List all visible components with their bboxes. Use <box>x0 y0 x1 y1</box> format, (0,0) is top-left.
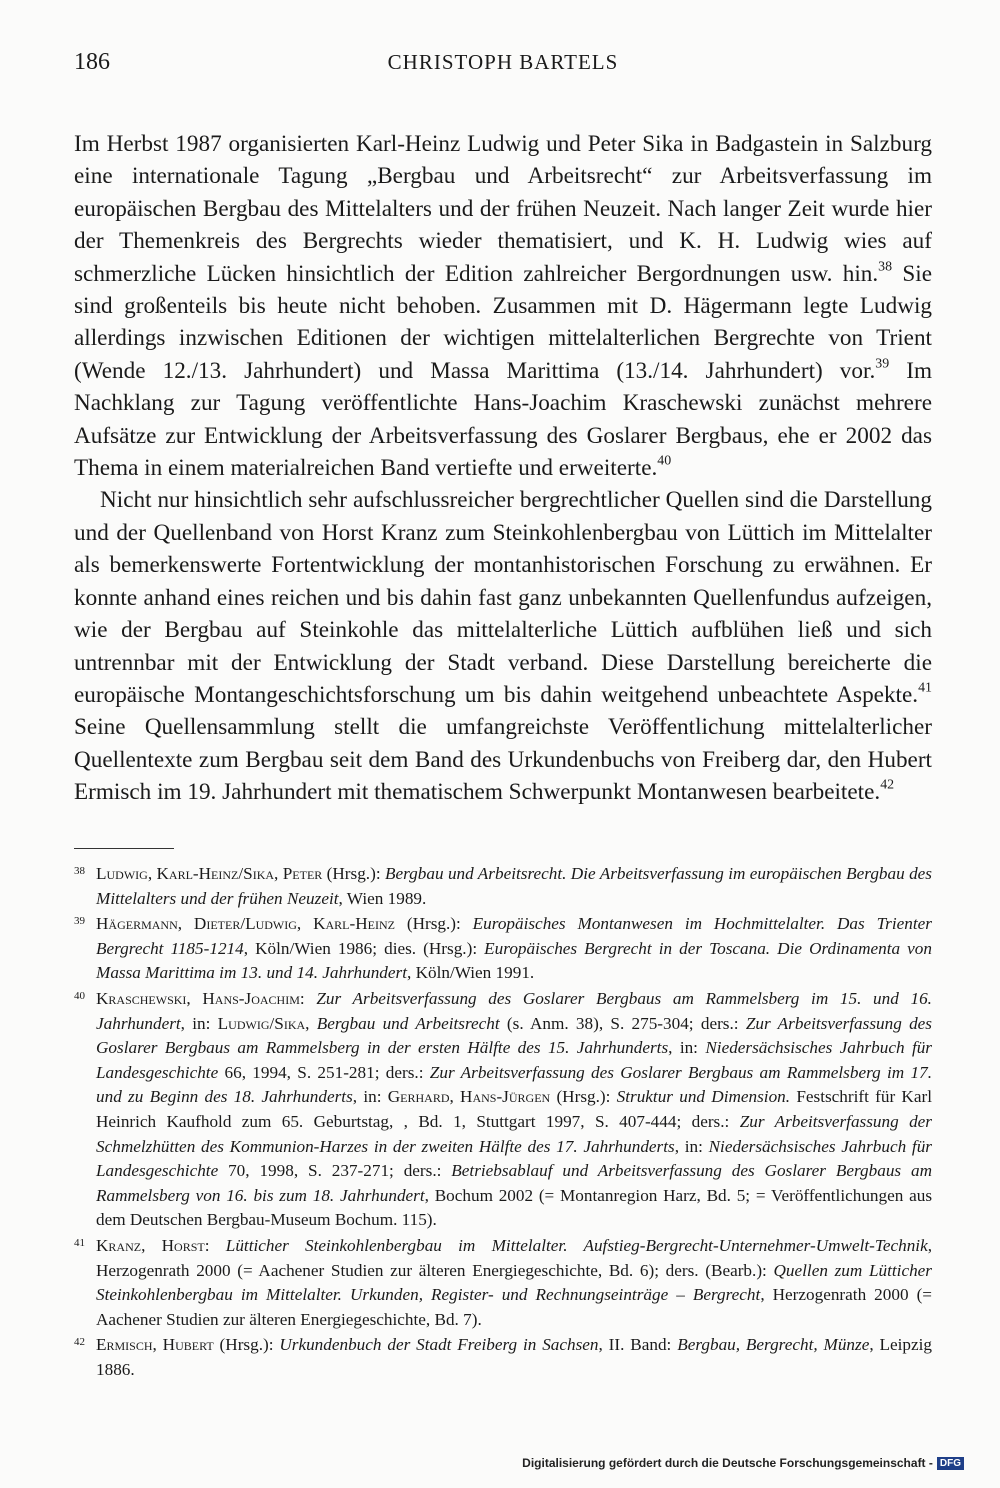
footnote-ref-39[interactable]: 39 <box>875 356 890 372</box>
paragraph-1 <box>74 128 932 484</box>
footnotes <box>74 862 932 1383</box>
footnote-text: Festschrift für Karl Heinrich Kaufhold zum 65. Geburtstag, , Bd. 1, Stuttgart 1997, S. 407-444; ders.: <box>96 1087 932 1131</box>
footnote-title: Lütticher Steinkohlenbergbau im Mittelalter. Aufstieg-Bergrecht-Unternehmer-Umwelt-Technik <box>225 1235 928 1255</box>
footnote-text: (Hrsg.): <box>394 914 473 934</box>
footnote-39 <box>74 912 932 986</box>
footnote-text: : <box>204 1235 226 1255</box>
paragraph-text: Im Herbst 1987 organisierten Karl-Heinz Ludwig und Peter Sika in Badgastein in Salzburg eine internationale Tagung „Bergbau und Arbeitsrecht“ zur Arbeitsverfassung im europäischen Bergbau des Mittelalters und der frühen Neuzeit. Nach langer Zeit wurde hier der Themenkreis des Bergrechts wieder thematisiert, und K. H. Ludwig wies auf schmerzliche Lücken hinsichtlich der Edition zahlreicher Bergordnungen usw. hin. <box>74 131 932 287</box>
footnote-text: , in: <box>668 1038 706 1058</box>
page-number: 186 <box>74 49 110 75</box>
footnote-title: Struktur und Dimension. <box>616 1087 791 1107</box>
footnote-text: (Hrsg.): <box>550 1087 617 1107</box>
paragraph-text: Im Nachklang zur Tagung veröffentlichte Hans-Joachim Kraschewski zunächst mehrere Aufsätze zur Entwicklung der Arbeitsverfassung des Goslarer Bergbaus, ehe er 2002 das Thema in einem materialreichen Band vertiefte und erweiterte. <box>74 357 932 482</box>
footnote-divider <box>74 848 174 849</box>
footnote-text: (Hrsg.): <box>213 1335 280 1355</box>
footnote-title: Zur Arbeitsverfassung des Goslarer Bergbaus am Rammelsberg im 15. und 16. Jahrhundert <box>96 988 932 1033</box>
footnote-number: 42 <box>74 1336 85 1349</box>
paragraph-text: Nicht nur hinsichtlich sehr aufschlussreicher bergrechtlicher Quellen sind die Darstellung und der Quellenband von Horst Kranz zum Steinkohlenbergbau von Lüttich im Mittelalter als bemerkenswerte Fortentwicklung der montanhistorischen Forschung zu erwähnen. Er konnte anhand eines reichen und bis dahin fast ganz unbekannten Quellenfundus aufzeigen, wie der Bergbau auf Steinkohle das mittelalterliche Lüttich aufblühen ließ und sich untrennbar mit der Entwicklung der Stadt verband. Diese Darstellung bereicherte die europäische Montangeschichtsforschung um bis dahin weitgehend unbeachtete Aspekte. <box>74 487 932 708</box>
footnote-40 <box>74 987 932 1233</box>
paragraph-text: Sie sind großenteils bis heute nicht behoben. Zusammen mit D. Hägermann legte Ludwig allerdings inzwischen Editionen der wichtigen mittelalterlichen Bergrechte von Trient (Wende 12./13. Jahrhundert) und Massa Marittima (13./14. Jahrhundert) vor. <box>74 260 932 384</box>
footnote-author: Kraschewski, Hans-Joachim <box>96 988 300 1008</box>
credit-text: Digitalisierung gefördert durch die Deutsche Forschungsgemeinschaft - <box>522 1456 933 1470</box>
footnote-author: Ludwig, Karl-Heinz/Sika, Peter <box>96 864 323 883</box>
footnote-title: Bergbau und Arbeitsrecht <box>316 1013 500 1033</box>
footnote-text: , Bochum 2002 (= Montanregion Harz, Bd. 5; = Veröffentlichungen aus dem Deutschen Bergbau-Museum Bochum. 115). <box>96 1185 933 1230</box>
footnote-title: Quellen zum Lütticher Steinkohlenbergbau im Mittelalter. Urkunden, Register- und Rechnungseinträge – Bergrecht <box>96 1260 932 1305</box>
footnote-text: , <box>305 1013 317 1033</box>
footnote-text: , Köln/Wien 1986; dies. (Hrsg.): <box>243 938 485 958</box>
paragraph-text: Seine Quellensammlung stellt die umfangreichste Veröffentlichung mittelalterlicher Quellentexte zum Bergbau seit dem Band des Urkundenbuchs von Freiberg dar, den Hubert Ermisch im 19. Jahrhundert mit thematischem Schwerpunkt Montanwesen bearbeitete. <box>74 714 932 806</box>
footnote-author: Ermisch, Hubert <box>96 1335 214 1355</box>
footnote-text: , in: <box>352 1087 388 1107</box>
footnote-text: , Leipzig 1886. <box>96 1335 932 1379</box>
footnote-number: 39 <box>74 915 85 928</box>
running-title: CHRISTOPH BARTELS <box>387 50 619 74</box>
paragraph-2 <box>74 484 932 808</box>
footnote-title: Bergbau und Arbeitsrecht. Die Arbeitsverfassung im europäischen Bergbau des Mittelalters und der frühen Neuzeit <box>96 864 932 908</box>
footnote-text: , Herzogenrath 2000 (= Aachener Studien zur älteren Energiegeschichte, Bd. 6); ders. (Bearb.): <box>96 1235 933 1280</box>
footnote-title: Europäisches Montanwesen im Hochmittelalter. Das Trienter Bergrecht 1185-1214 <box>96 914 932 958</box>
footnote-ref-40[interactable]: 40 <box>657 453 672 469</box>
footnote-text: , II. Band: <box>598 1335 678 1355</box>
footnote-41 <box>74 1234 932 1332</box>
footnote-38 <box>74 862 932 911</box>
footnote-text: , in: <box>180 1013 218 1033</box>
footnote-title: Europäisches Bergrecht in der Toscana. Die Ordinamenta von Massa Marittima im 13. und 14. Jahrhundert <box>96 938 932 983</box>
footnote-42 <box>74 1333 932 1382</box>
footnote-author: Kranz, Horst <box>96 1235 205 1255</box>
footnote-title: Bergbau, Bergrecht, Münze <box>677 1335 870 1355</box>
footnote-text: , Wien 1989. <box>338 888 427 908</box>
footnote-text: 70, 1998, S. 237-271; ders.: <box>218 1161 452 1181</box>
main-text <box>74 128 932 809</box>
footnote-title: Zur Arbeitsverfassung des Goslarer Bergbaus am Rammelsberg in der ersten Hälfte des 15. Jahrhunderts <box>96 1013 932 1058</box>
digitization-credit <box>522 1456 964 1470</box>
footnote-text: : <box>299 988 317 1008</box>
footnote-number: 38 <box>74 865 85 877</box>
footnote-text: 66, 1994, S. 251-281; ders.: <box>218 1062 430 1082</box>
running-head <box>74 42 932 82</box>
footnote-ref-41[interactable]: 41 <box>918 680 932 696</box>
dfg-logo: DFG <box>937 1457 964 1470</box>
footnote-title: Niedersächsisches Jahrbuch für Landesgeschichte <box>96 1136 932 1181</box>
footnote-text: , in: <box>674 1136 709 1156</box>
footnote-author: Hägermann, Dieter/Ludwig, Karl-Heinz <box>96 914 395 934</box>
footnote-number: 41 <box>74 1236 85 1249</box>
footnote-title: Zur Arbeitsverfassung der Schmelzhütten des Kommunion-Harzes in der zweiten Hälfte des 17. Jahrhunderts <box>96 1111 932 1156</box>
footnote-ref-42[interactable]: 42 <box>880 777 895 793</box>
footnote-text: , Herzogenrath 2000 (= Aachener Studien zur älteren Energiegeschichte, Bd. 7). <box>96 1285 932 1329</box>
footnote-text: (s. Anm. 38), S. 275-304; ders.: <box>499 1013 746 1033</box>
footnote-title: Betriebsablauf und Arbeitsverfassung des Goslarer Bergbaus am Rammelsberg von 16. bis zum 18. Jahrhundert <box>96 1161 932 1205</box>
footnote-text: (Hrsg.): <box>322 864 385 883</box>
footnote-author: Ludwig/Sika <box>217 1013 306 1033</box>
footnote-author: Gerhard, Hans-Jürgen <box>387 1087 551 1107</box>
footnote-title: Urkundenbuch der Stadt Freiberg in Sachsen <box>279 1335 599 1355</box>
footnote-ref-38[interactable]: 38 <box>878 259 893 275</box>
footnote-title: Zur Arbeitsverfassung des Goslarer Bergbaus am Rammelsberg im 17. und zu Beginn des 18. Jahrhunderts <box>96 1062 932 1107</box>
footnote-title: Niedersächsisches Jahrbuch für Landesgeschichte <box>96 1038 932 1082</box>
footnote-text: , Köln/Wien 1991. <box>406 963 535 983</box>
footnote-number: 40 <box>74 989 85 1002</box>
